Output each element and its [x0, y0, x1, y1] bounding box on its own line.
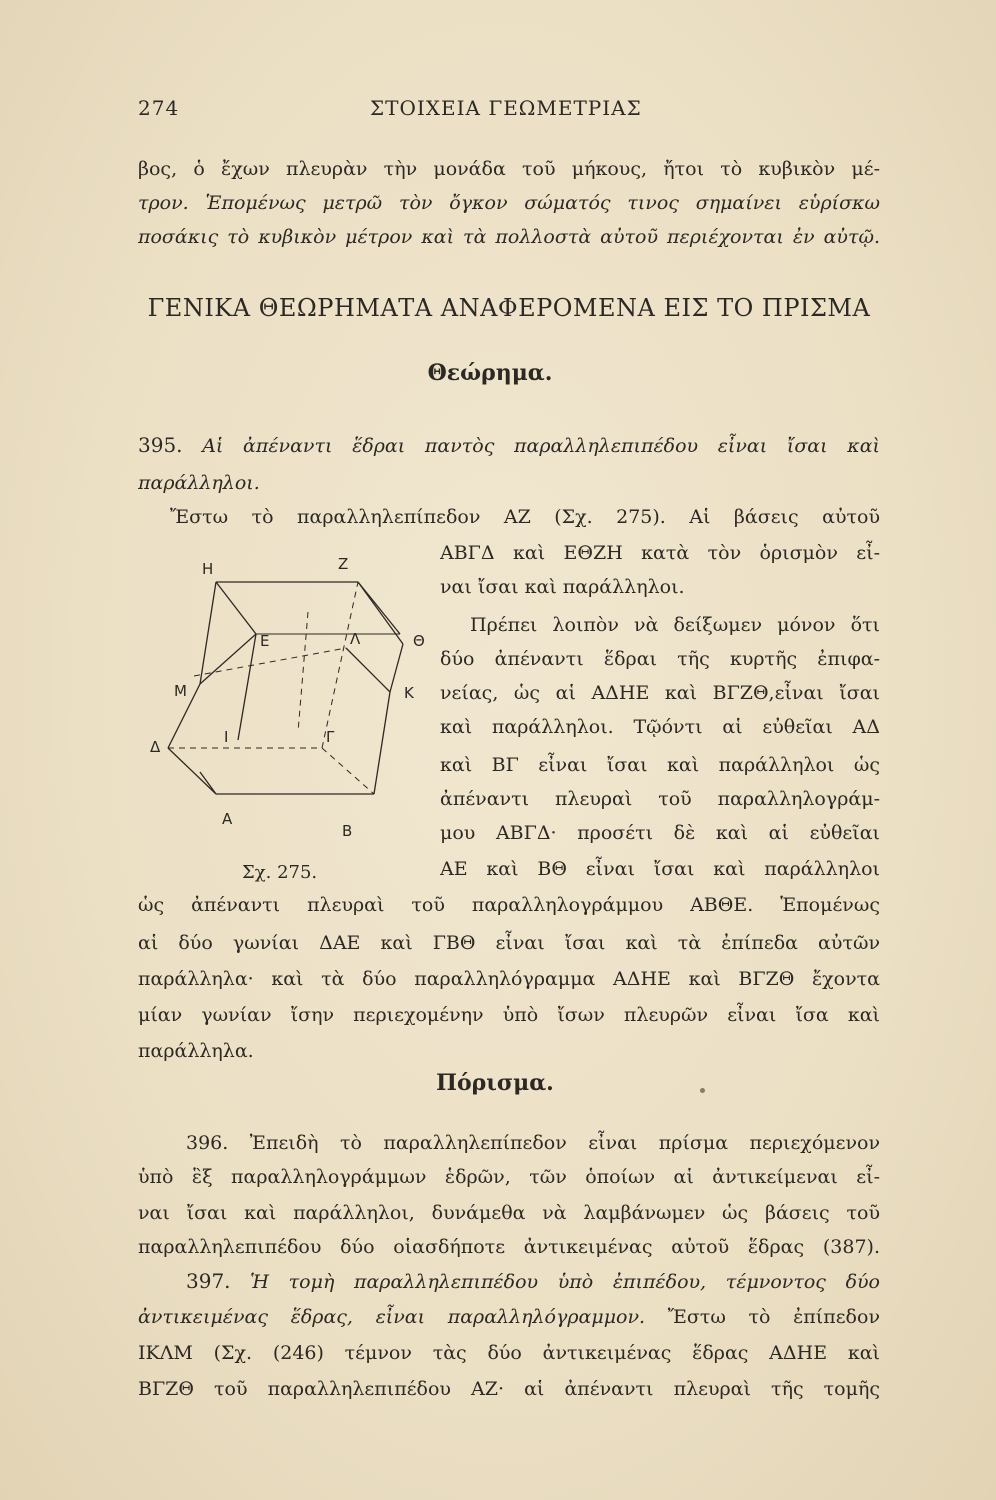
- edge-ThK: [390, 644, 403, 692]
- running-title: ΣΤΟΙΧΕΙΑ ΓΕΩΜΕΤΡΙΑΣ: [370, 96, 642, 120]
- label-A: Α: [222, 810, 233, 828]
- proof-right-line-2: ναι ἴσαι καὶ παράλληλοι.: [440, 576, 685, 598]
- edge-L-K: [346, 648, 390, 692]
- proof-right-line-3: Πρέπει λοιπὸν νὰ δείξωμεν μόνον ὅτι: [470, 614, 880, 636]
- proof-full-line-1: ὡς ἀπέναντι πλευραὶ τοῦ παραλληλογράμμου ΑΒΘΕ. Ἑπομένως: [138, 894, 880, 916]
- edge-HE: [200, 582, 216, 684]
- label-D: Δ: [150, 738, 161, 756]
- prop397-line-1: [186, 1268, 880, 1295]
- prop396-line-2: ὑπὸ ἓξ παραλληλογράμμων ἑδρῶν, τῶν ὁποίων αἱ ἀντικείμεναι εἶ-: [138, 1166, 880, 1188]
- proof-right-line-7: καὶ ΒΓ εἶναι ἴσαι καὶ παράλληλοι ὡς: [440, 754, 880, 776]
- proof-right-line-6: καὶ παράλληλοι. Τῷόντι αἱ εὐθεῖαι ΑΔ: [440, 716, 880, 738]
- section-title: ΓΕΝΙΚΑ ΘΕΩΡΗΜΑΤΑ ΑΝΑΦΕΡΟΜΕΝΑ ΕΙΣ ΤΟ ΠΡΙΣΜΑ: [147, 294, 871, 322]
- label-I: Ι: [224, 728, 229, 746]
- proof-right-line-5: νείας, ὡς αἱ ΑΔΗΕ καὶ ΒΓΖΘ,εἶναι ἴσαι: [440, 682, 880, 704]
- intro-line-2: τρον. Ἑπομένως μετρῶ τὸν ὄγκον σώματός τινος σημαίνει εὑρίσκω: [138, 192, 880, 214]
- proof-full-line-2: αἱ δύο γωνίαι ΔΑΕ καὶ ΓΒΘ εἶναι ἴσαι καὶ τὰ ἐπίπεδα αὐτῶν: [138, 932, 880, 954]
- label-Th: Θ: [413, 632, 425, 650]
- dashed-M-L: [194, 648, 346, 676]
- label-G: Γ: [326, 728, 335, 746]
- prop397-line-2: [138, 1304, 880, 1330]
- edge-H-E: [216, 582, 256, 634]
- label-H: Η: [202, 560, 214, 578]
- label-B: Β: [342, 822, 353, 840]
- proof-full-line-4: μίαν γωνίαν ἴσην περιεχομένην ὑπὸ ἴσων πλευρῶν εἶναι ἴσα καὶ: [138, 1004, 880, 1026]
- ink-dot: [700, 1088, 705, 1093]
- prop397-statement-2: ἀντικειμένας ἕδρας, εἶναι παραλληλόγραμμον.: [138, 1306, 646, 1328]
- edge-Z-Th2: [358, 582, 400, 634]
- prop395-statement-2: παράλληλοι.: [138, 472, 260, 494]
- prop395-statement-1: [138, 432, 880, 459]
- prop397-statement-1: Ἡ τομὴ παραλληλεπιπέδου ὑπὸ ἐπιπέδου, τέμνοντος δύο: [250, 1271, 880, 1293]
- page-number: 274: [138, 96, 180, 120]
- figure-caption: Σχ. 275.: [242, 862, 318, 883]
- proof-right-line-10: ΑΕ καὶ ΒΘ εἶναι ἴσαι καὶ παράλληλοι: [440, 858, 880, 880]
- proof-right-line-1: ΑΒΓΔ καὶ ΕΘΖΗ κατὰ τὸν ὁρισμὸν εἶ-: [440, 542, 880, 564]
- proof-right-line-9: μου ΑΒΓΔ· προσέτι δὲ καὶ αἱ εὐθεῖαι: [440, 822, 880, 844]
- edge-KB: [374, 692, 390, 794]
- corollary-heading: Πόρισμα.: [436, 1070, 554, 1096]
- dashed-G-B: [322, 748, 374, 794]
- edge-A-low: [200, 772, 216, 794]
- prop397-line-3: ΙΚΛΜ (Σχ. (246) τέμνον τὰς δύο ἀντικειμένας ἕδρας ΑΔΗΕ καὶ: [138, 1342, 880, 1364]
- intro-line-3: ποσάκις τὸ κυβικὸν μέτρον καὶ τὰ πολλοστὰ αὐτοῦ περιέχονται ἐν αὐτῷ.: [138, 226, 880, 248]
- prop397-proof-start: Ἔστω τὸ ἐπίπεδον: [667, 1306, 880, 1328]
- prop395-number: 395.: [138, 433, 183, 457]
- dashed-inner: [298, 612, 308, 732]
- edge-EM: [200, 634, 256, 684]
- theorem-heading: Θεώρημα.: [427, 360, 553, 386]
- label-L: Λ: [350, 630, 361, 648]
- prop396-line-1: 396. Ἐπειδὴ τὸ παραλληλεπίπεδον εἶναι πρίσμα περιεχόμενον: [186, 1132, 880, 1154]
- proof-full-line-5: παράλληλα.: [138, 1040, 254, 1062]
- proof-right-line-4: δύο ἀπέναντι ἕδραι τῆς κυρτῆς ἐπιφα-: [440, 648, 880, 670]
- label-E: Ε: [260, 632, 270, 650]
- prop396-line-3: ναι ἴσαι καὶ παράλληλοι, δυνάμεθα νὰ λαμβάνωμεν ὡς βάσεις τοῦ: [138, 1202, 880, 1224]
- proof-right-line-8: ἀπέναντι πλευραὶ τοῦ παραλληλογράμ-: [440, 788, 880, 810]
- prop396-line-4: παραλληλεπιπέδου δύο οἱασδήποτε ἀντικειμένας αὐτοῦ ἕδρας (387).: [138, 1236, 880, 1258]
- prop397-number: 397.: [186, 1269, 231, 1293]
- label-K: Κ: [404, 684, 414, 702]
- label-Z: Z: [338, 555, 349, 573]
- edge-E-A: [238, 634, 256, 740]
- label-M: Μ: [174, 682, 187, 700]
- edge-DA: [168, 748, 216, 794]
- prop395-statement-text: Αἱ ἀπέναντι ἕδραι παντὸς παραλληλεπιπέδου εἶναι ἴσαι καὶ: [202, 435, 880, 457]
- prop395-proof-first: Ἔστω τὸ παραλληλεπίπεδον ΑΖ (Σχ. 275). Αἱ βάσεις αὐτοῦ: [170, 506, 880, 528]
- dashed-G-Z: [322, 582, 358, 748]
- intro-line-1: βος, ὁ ἔχων πλευρὰν τὴν μονάδα τοῦ μήκους, ἤτοι τὸ κυβικὸν μέ-: [138, 158, 880, 180]
- prop397-line-4: ΒΓΖΘ τοῦ παραλληλεπιπέδου ΑΖ· αἱ ἀπέναντι πλευραὶ τῆς τομῆς: [138, 1378, 880, 1400]
- proof-full-line-3: παράλληλα· καὶ τὰ δύο παραλληλόγραμμα ΑΔΗΕ καὶ ΒΓΖΘ ἔχοντα: [138, 968, 880, 990]
- figure-275-parallelepiped: [138, 552, 438, 852]
